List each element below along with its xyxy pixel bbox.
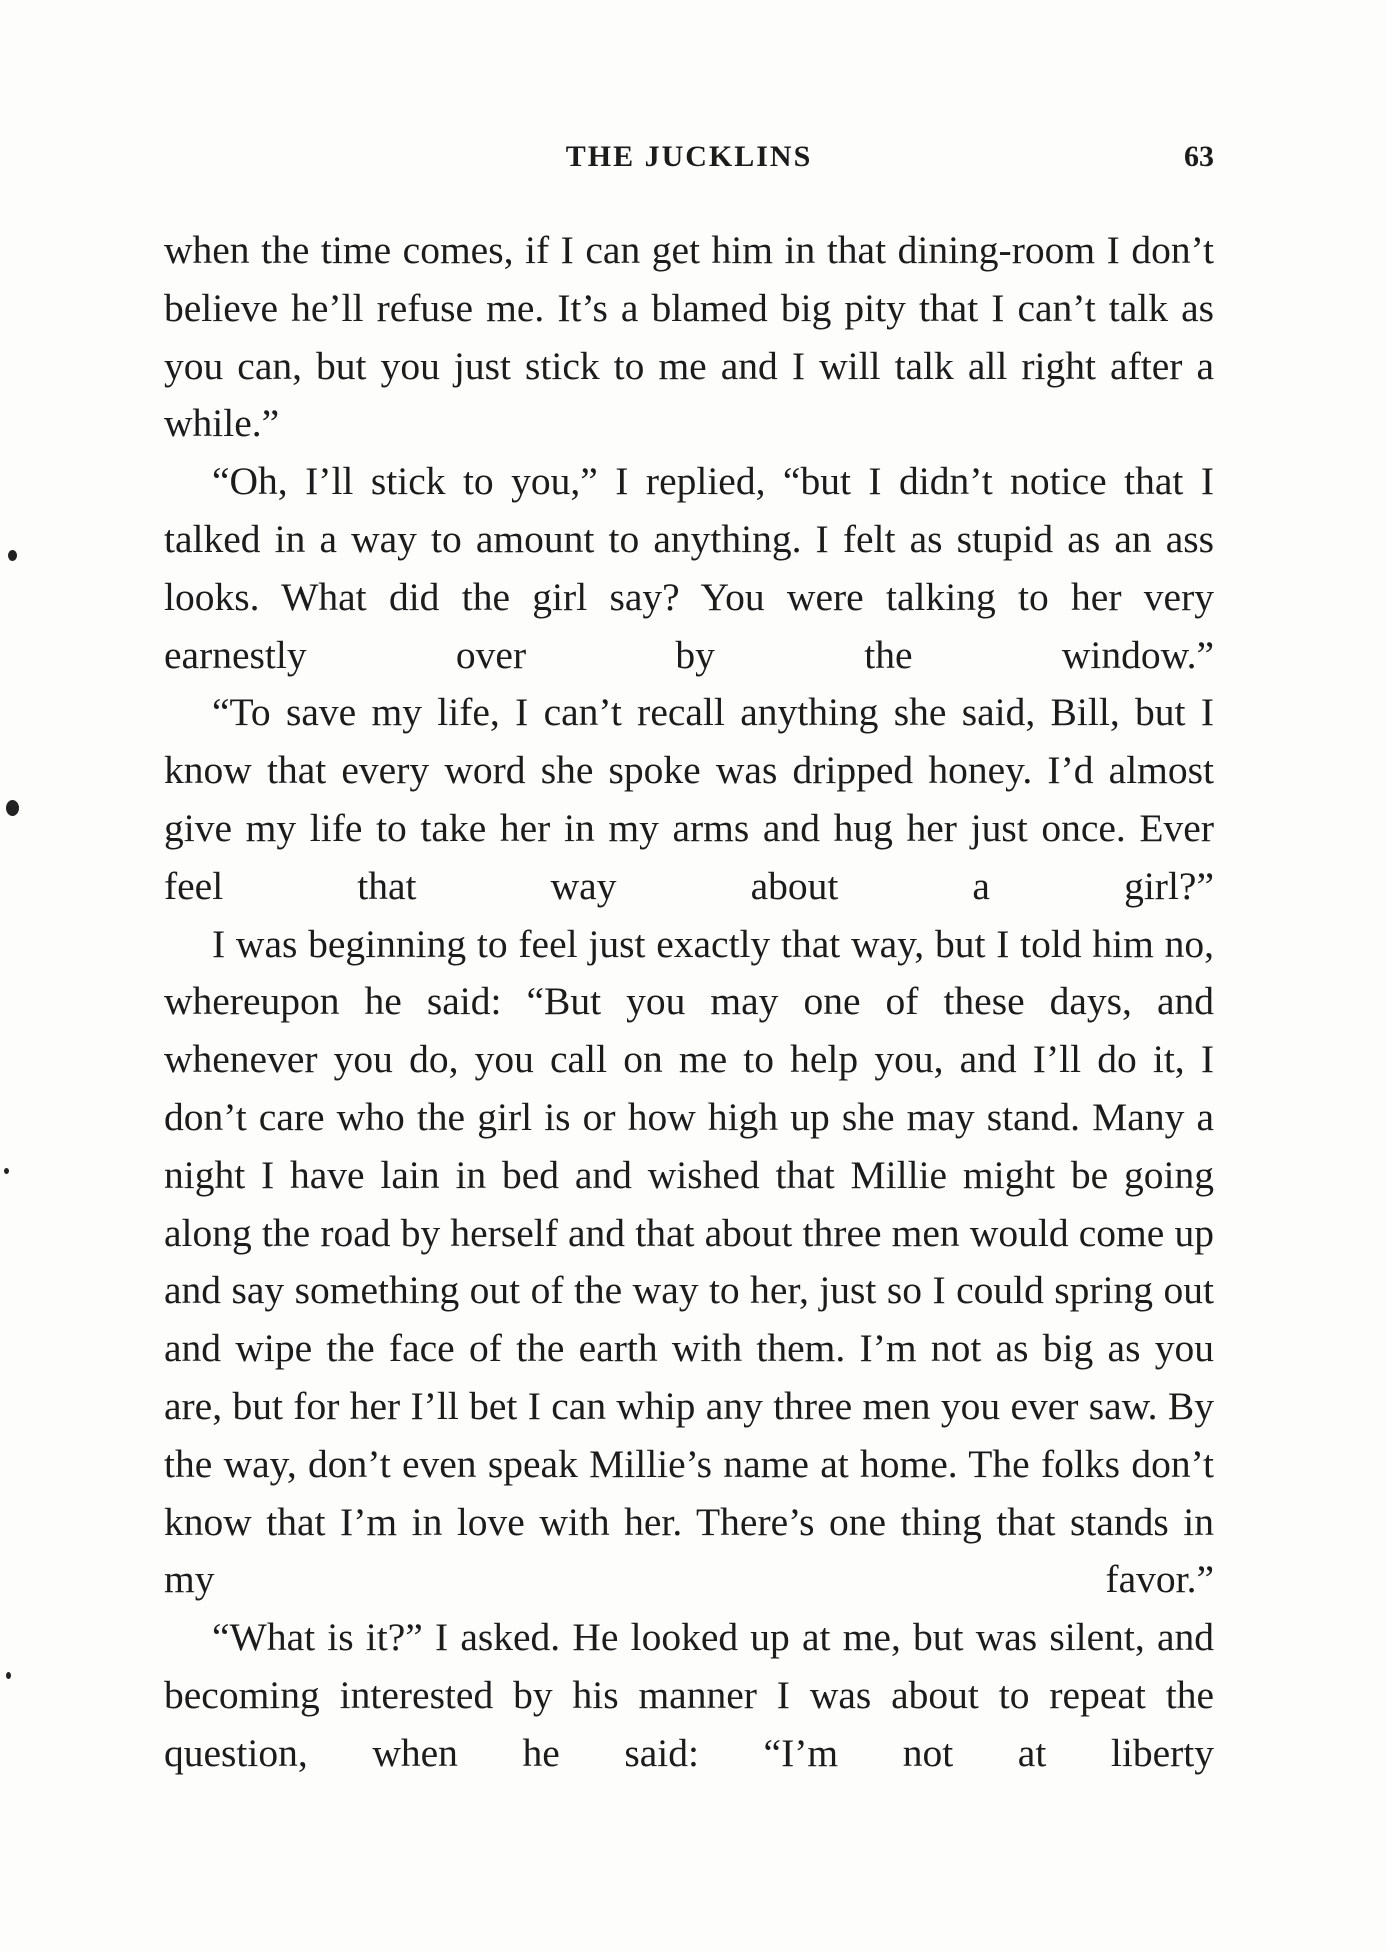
ink-speck xyxy=(4,1168,9,1174)
ink-speck xyxy=(8,550,17,561)
running-head xyxy=(164,140,1214,180)
paragraph: “What is it?” I asked. He looked up at me, but was silent, and becoming interested by his manner I was about to repeat the question, when he said: “I’m not at liberty xyxy=(164,1615,1214,1775)
ink-speck xyxy=(6,1672,11,1679)
body-text xyxy=(164,222,1214,1783)
ink-speck xyxy=(6,800,19,816)
paragraph: when the time comes, if I can get him in that dining-room I don’t believe he’ll refuse me. It’s a blamed big pity that I can’t talk as you can, but you just stick to me and I will talk all right after a while.” xyxy=(164,228,1214,446)
paragraph: I was beginning to feel just exactly that way, but I told him no, whereupon he said: “But you may one of these days, and whenever you do, you call on me to help you, and I’ll do it, I don’t care who the girl is or how high up she may stand. Many a night I have lain in bed and wished that Millie might be going along the road by herself and that about three men would come up and say something out of the way to her, just so I could spring out and wipe the face of the earth with them. I’m not as big as you are, but for her I’ll bet I can whip any three men you ever saw. By the way, don’t even speak Millie’s name at home. The folks don’t know that I’m in love with her. There’s one thing that stands in my favor.” xyxy=(164,921,1214,1602)
paragraph: “Oh, I’ll stick to you,” I replied, “but I didn’t notice that I talked in a way to amount to anything. I felt as stupid as an ass looks. What did the girl say? You were talking to her very earnestly over by the window.” xyxy=(164,459,1214,677)
paragraph: “To save my life, I can’t recall anything she said, Bill, but I know that every word she spoke was dripped honey. I’d almost give my life to take her in my arms and hug her just once. Ever feel that way about a girl?” xyxy=(164,690,1214,908)
page-number: 63 xyxy=(1184,140,1214,173)
running-title: THE JUCKLINS xyxy=(565,140,813,173)
